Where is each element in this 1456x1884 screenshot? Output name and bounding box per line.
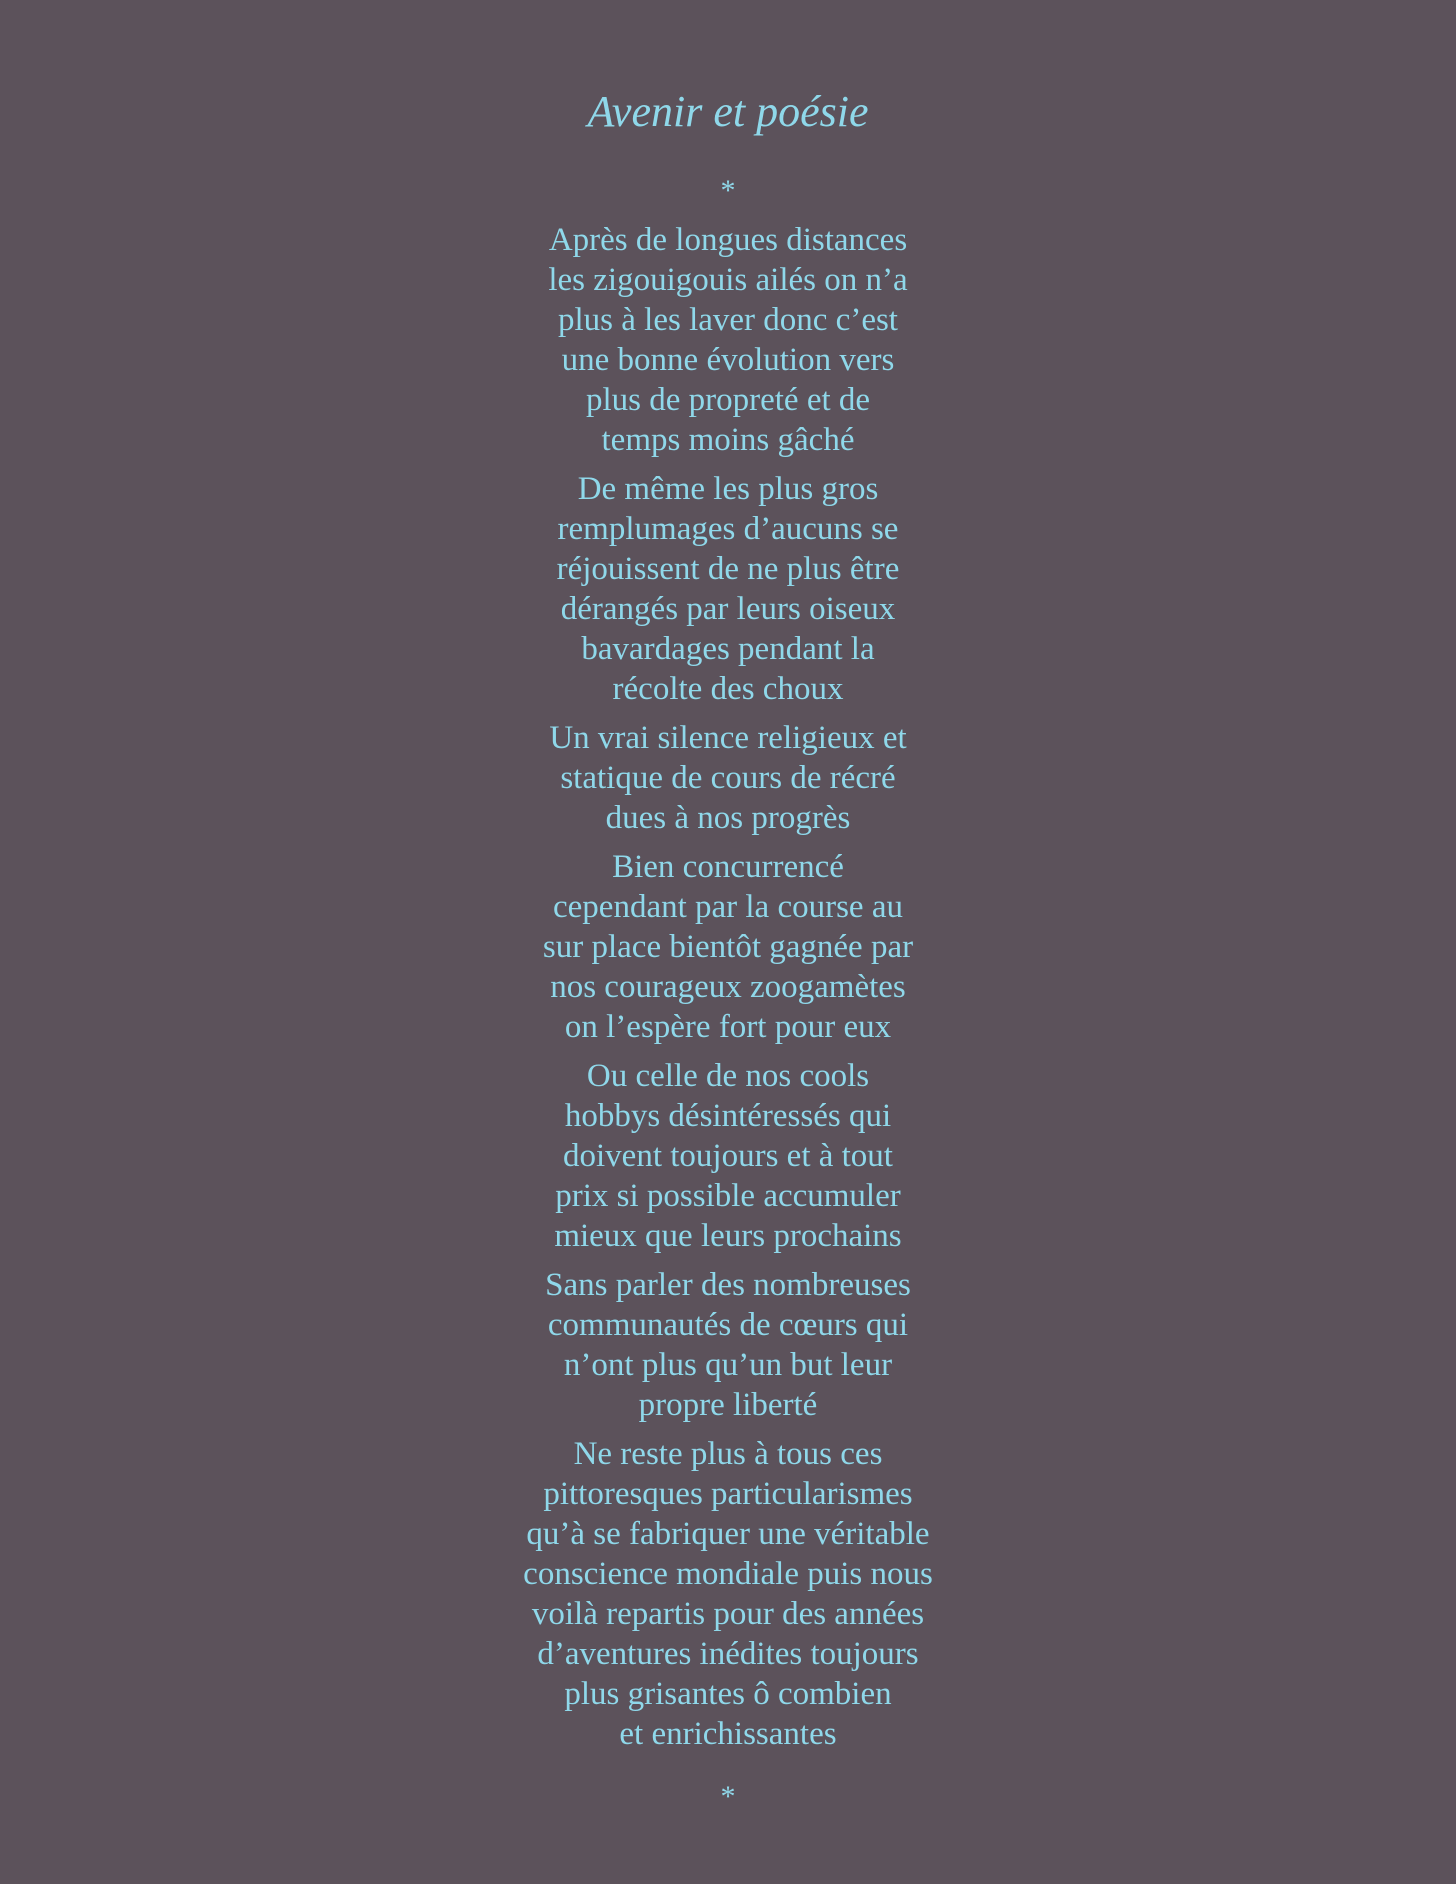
separator-bottom: * bbox=[720, 1780, 736, 1813]
stanza bbox=[0, 469, 1456, 709]
poem-line: doivent toujours et à tout bbox=[563, 1138, 893, 1174]
poem-line: voilà repartis pour des années bbox=[531, 1596, 925, 1632]
poem-line: plus de propreté et de bbox=[585, 382, 871, 418]
poem-line: qu’à se fabriquer une véritable bbox=[526, 1516, 930, 1552]
poem-line: réjouissent de ne plus être bbox=[556, 551, 900, 587]
poem-line: statique de cours de récré bbox=[560, 760, 896, 796]
poem-line: d’aventures inédites toujours bbox=[537, 1636, 919, 1672]
poem-line: et enrichissantes bbox=[619, 1716, 837, 1752]
stanza bbox=[0, 847, 1456, 1047]
separator-top: * bbox=[720, 174, 736, 207]
poem-title: Avenir et poésie bbox=[587, 87, 869, 136]
poem-line: Ne reste plus à tous ces bbox=[573, 1436, 883, 1472]
poem-line: plus à les laver donc c’est bbox=[558, 302, 898, 338]
poem-line: prix si possible accumuler bbox=[555, 1178, 901, 1214]
stanza bbox=[0, 1434, 1456, 1754]
stanza bbox=[0, 718, 1456, 838]
poem-line: sur place bientôt gagnée par bbox=[542, 929, 914, 965]
poem-line: De même les plus gros bbox=[577, 471, 879, 507]
stanza bbox=[0, 220, 1456, 460]
poem-line: Un vrai silence religieux et bbox=[549, 720, 907, 756]
poem-line: hobbys désintéressés qui bbox=[564, 1098, 892, 1134]
poem-line: n’ont plus qu’un but leur bbox=[563, 1347, 893, 1383]
stanza bbox=[0, 1056, 1456, 1256]
poem-line: récolte des choux bbox=[612, 671, 844, 707]
poem-line: temps moins gâché bbox=[601, 422, 855, 458]
poem-line: plus grisantes ô combien bbox=[564, 1676, 892, 1712]
poem-line: communautés de cœurs qui bbox=[547, 1307, 909, 1343]
poem-body bbox=[0, 220, 1456, 1763]
poem-line: les zigouigouis ailés on n’a bbox=[548, 262, 908, 298]
poem-line: propre liberté bbox=[638, 1387, 818, 1423]
poem-line: Après de longues distances bbox=[548, 222, 908, 258]
poem-line: mieux que leurs prochains bbox=[554, 1218, 902, 1254]
poem-line: dérangés par leurs oiseux bbox=[560, 591, 896, 627]
poem-line: remplumages d’aucuns se bbox=[557, 511, 899, 547]
poem-line: pittoresques particularismes bbox=[543, 1476, 913, 1512]
poem-line: bavardages pendant la bbox=[581, 631, 875, 667]
poem-line: on l’espère fort pour eux bbox=[564, 1009, 892, 1045]
poem-line: Sans parler des nombreuses bbox=[545, 1267, 911, 1303]
poem-line: Bien concurrencé bbox=[612, 849, 844, 885]
poem-line: conscience mondiale puis nous bbox=[523, 1556, 933, 1592]
stanza bbox=[0, 1265, 1456, 1425]
poem-line: Ou celle de nos cools bbox=[586, 1058, 870, 1094]
poem-line: dues à nos progrès bbox=[605, 800, 851, 836]
poem-line: une bonne évolution vers bbox=[561, 342, 895, 378]
poem-line: nos courageux zoogamètes bbox=[550, 969, 906, 1005]
poem-line: cependant par la course au bbox=[553, 889, 903, 925]
